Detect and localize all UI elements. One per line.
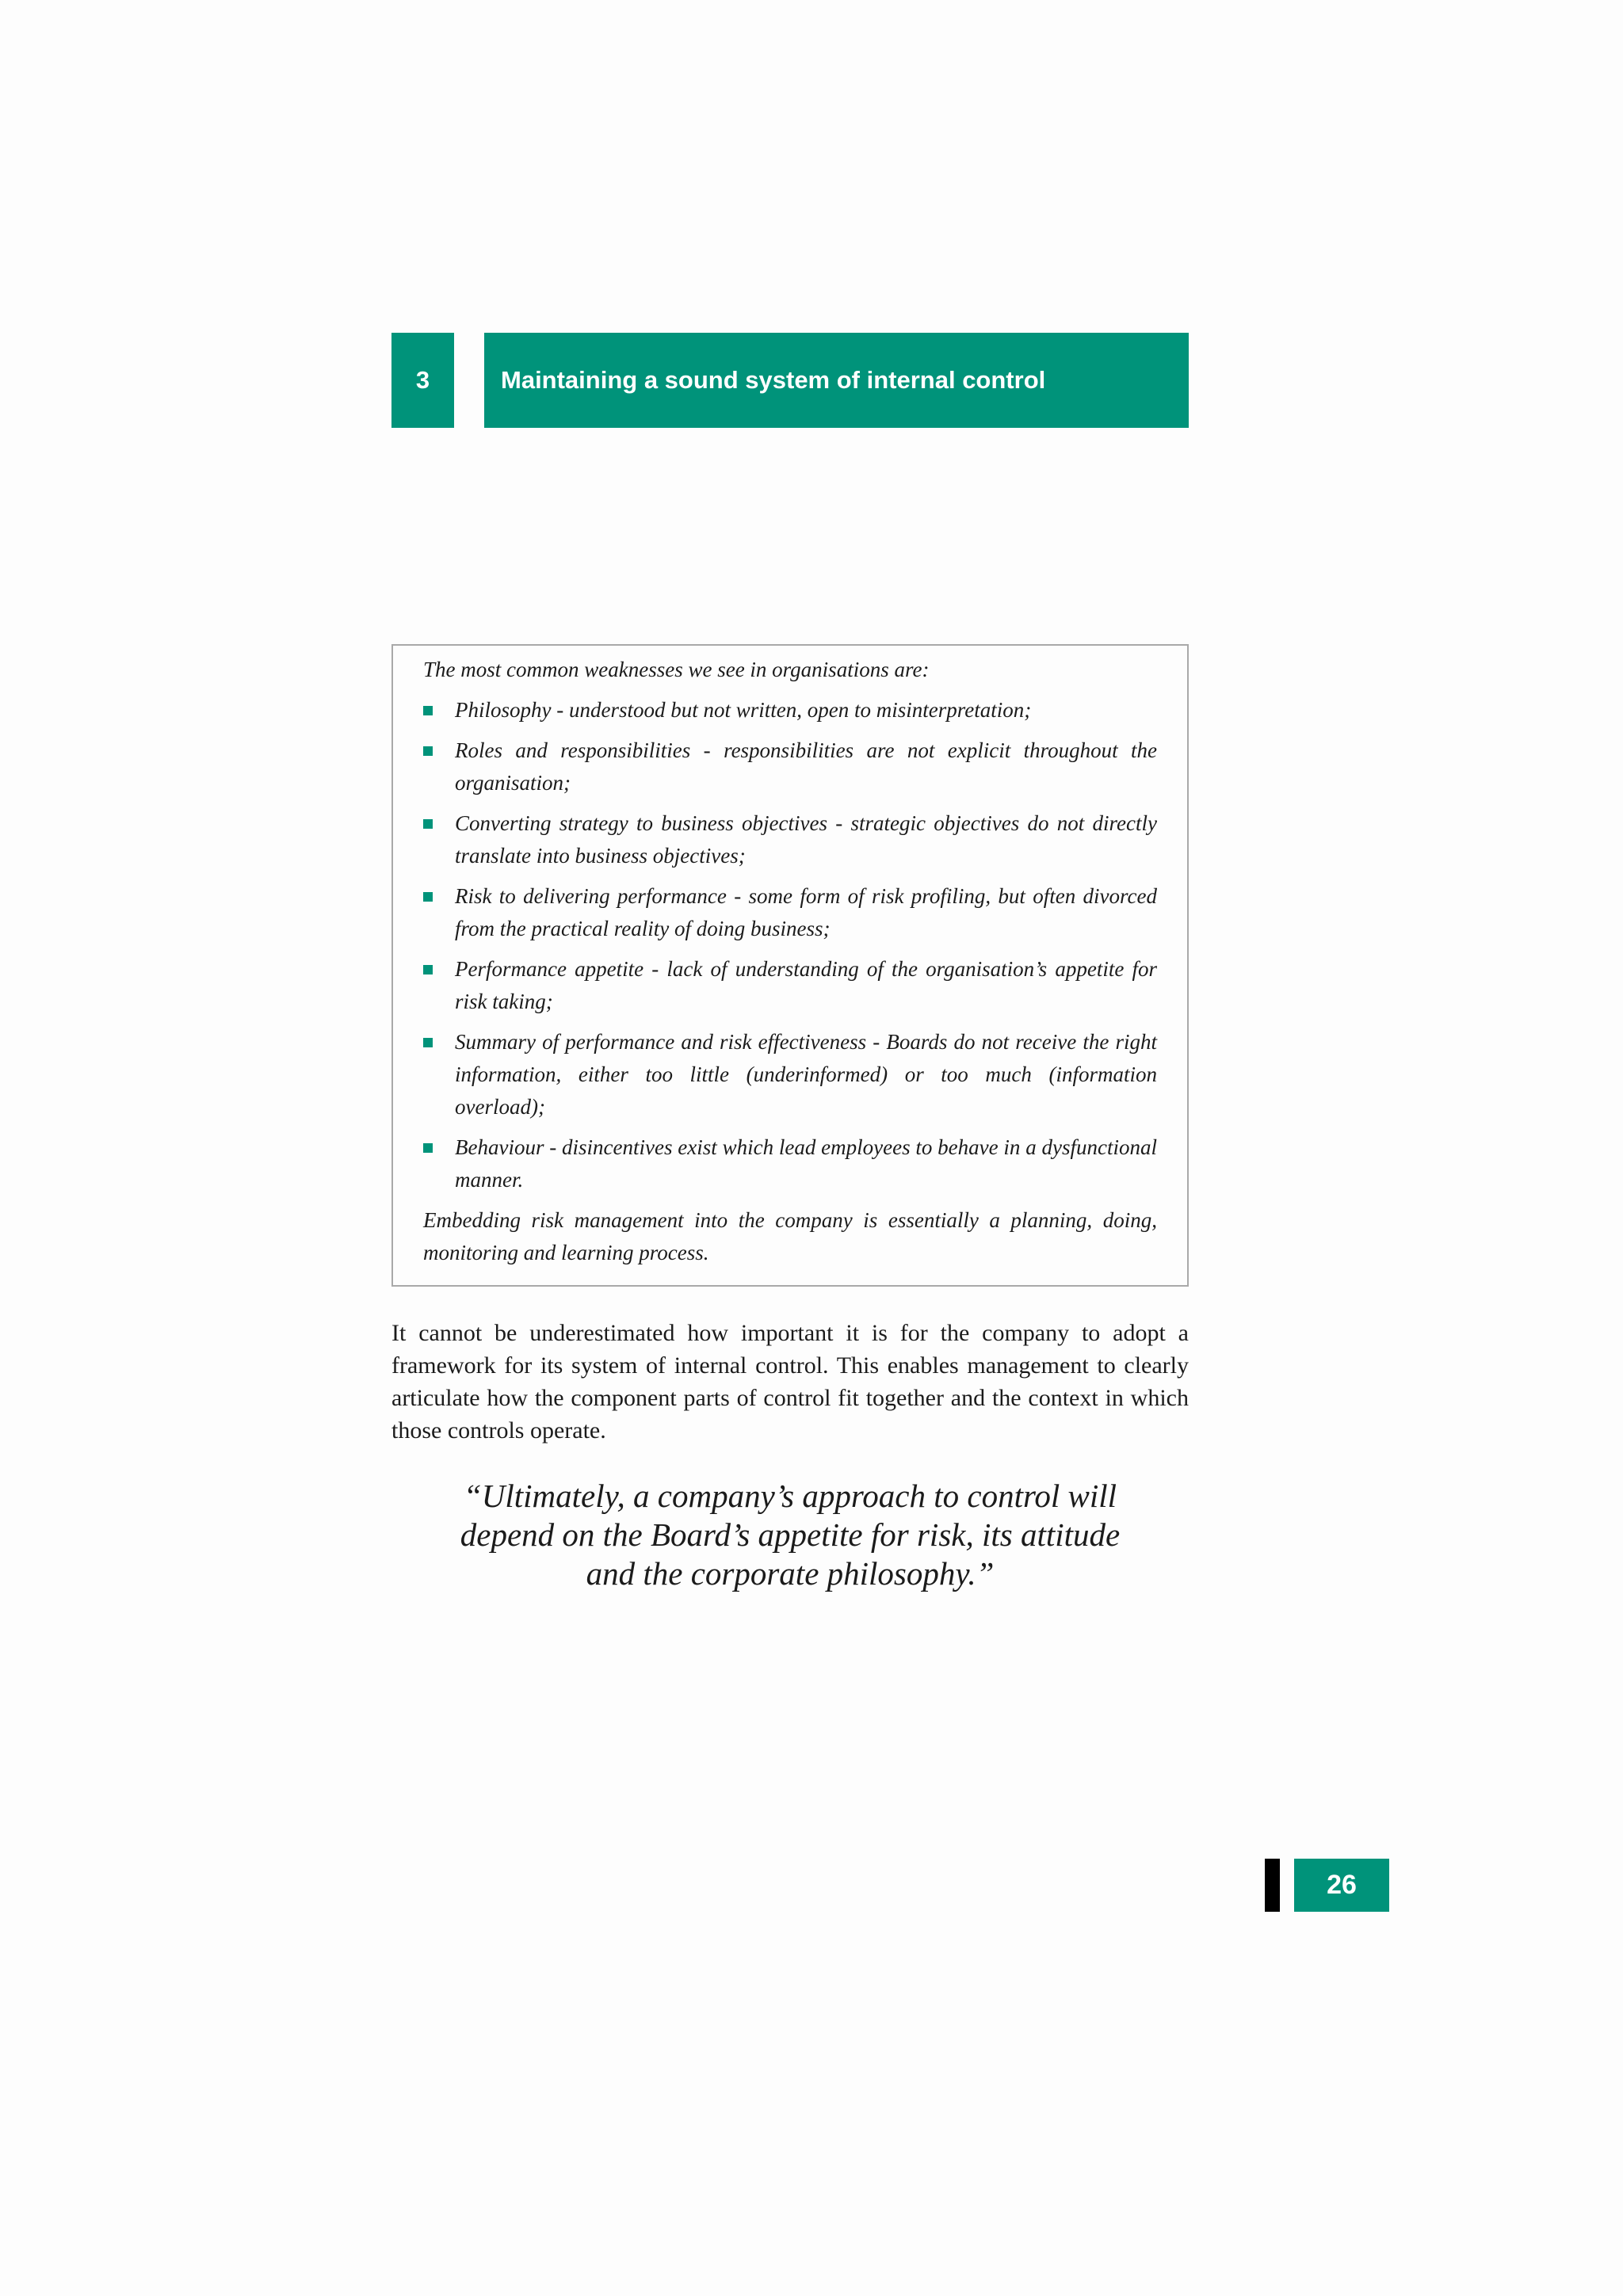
- page-number: 26: [1294, 1859, 1389, 1912]
- square-bullet-icon: [423, 706, 433, 715]
- list-item: [423, 807, 1157, 872]
- box-intro: The most common weaknesses we see in organisations are:: [423, 658, 930, 681]
- quote-line: and the corporate philosophy.”: [586, 1555, 995, 1592]
- list-item: [423, 694, 1157, 727]
- list-item: [423, 880, 1157, 945]
- square-bullet-icon: [423, 1143, 433, 1153]
- list-item-text: Performance appetite - lack of understanding of the organisation’s appetite for risk taking;: [455, 957, 1157, 1013]
- list-item: [423, 1026, 1157, 1123]
- square-bullet-icon: [423, 965, 433, 974]
- list-item: [423, 734, 1157, 799]
- list-item-text: Summary of performance and risk effectiveness - Boards do not receive the right information, either too little (underinformed) or too much (information overload);: [455, 1030, 1157, 1119]
- quote-line: “Ultimately, a company’s approach to control will: [463, 1478, 1117, 1514]
- list-item-text: Roles and responsibilities - responsibilities are not explicit throughout the organisation;: [455, 738, 1157, 795]
- pull-quote: [391, 1477, 1189, 1593]
- body-paragraph: It cannot be underestimated how important it is for the company to adopt a framework for its system of internal control. This enables management to clearly articulate how the component parts of control fit together and the context in which those controls operate.: [391, 1320, 1189, 1444]
- square-bullet-icon: [423, 819, 433, 829]
- list-item: [423, 1131, 1157, 1196]
- weaknesses-list: [423, 694, 1157, 1196]
- list-item: [423, 953, 1157, 1018]
- list-item-text: Philosophy - understood but not written, open to misinterpretation;: [455, 698, 1032, 722]
- list-item-text: Behaviour - disincentives exist which lead employees to behave in a dysfunctional manner.: [455, 1135, 1157, 1192]
- weaknesses-box: [391, 644, 1189, 1287]
- chapter-number: 3: [391, 333, 454, 428]
- chapter-title: Maintaining a sound system of internal control: [484, 333, 1189, 428]
- list-item-text: Converting strategy to business objectives - strategic objectives do not directly translate into business objectives;: [455, 811, 1157, 868]
- quote-line: depend on the Board’s appetite for risk, its attitude: [460, 1516, 1121, 1553]
- square-bullet-icon: [423, 746, 433, 756]
- square-bullet-icon: [423, 892, 433, 902]
- page-marker-bar: [1265, 1859, 1280, 1912]
- list-item-text: Risk to delivering performance - some form of risk profiling, but often divorced from the practical reality of doing business;: [455, 884, 1157, 940]
- square-bullet-icon: [423, 1038, 433, 1047]
- box-closing: Embedding risk management into the company is essentially a planning, doing, monitoring and learning process.: [423, 1208, 1157, 1264]
